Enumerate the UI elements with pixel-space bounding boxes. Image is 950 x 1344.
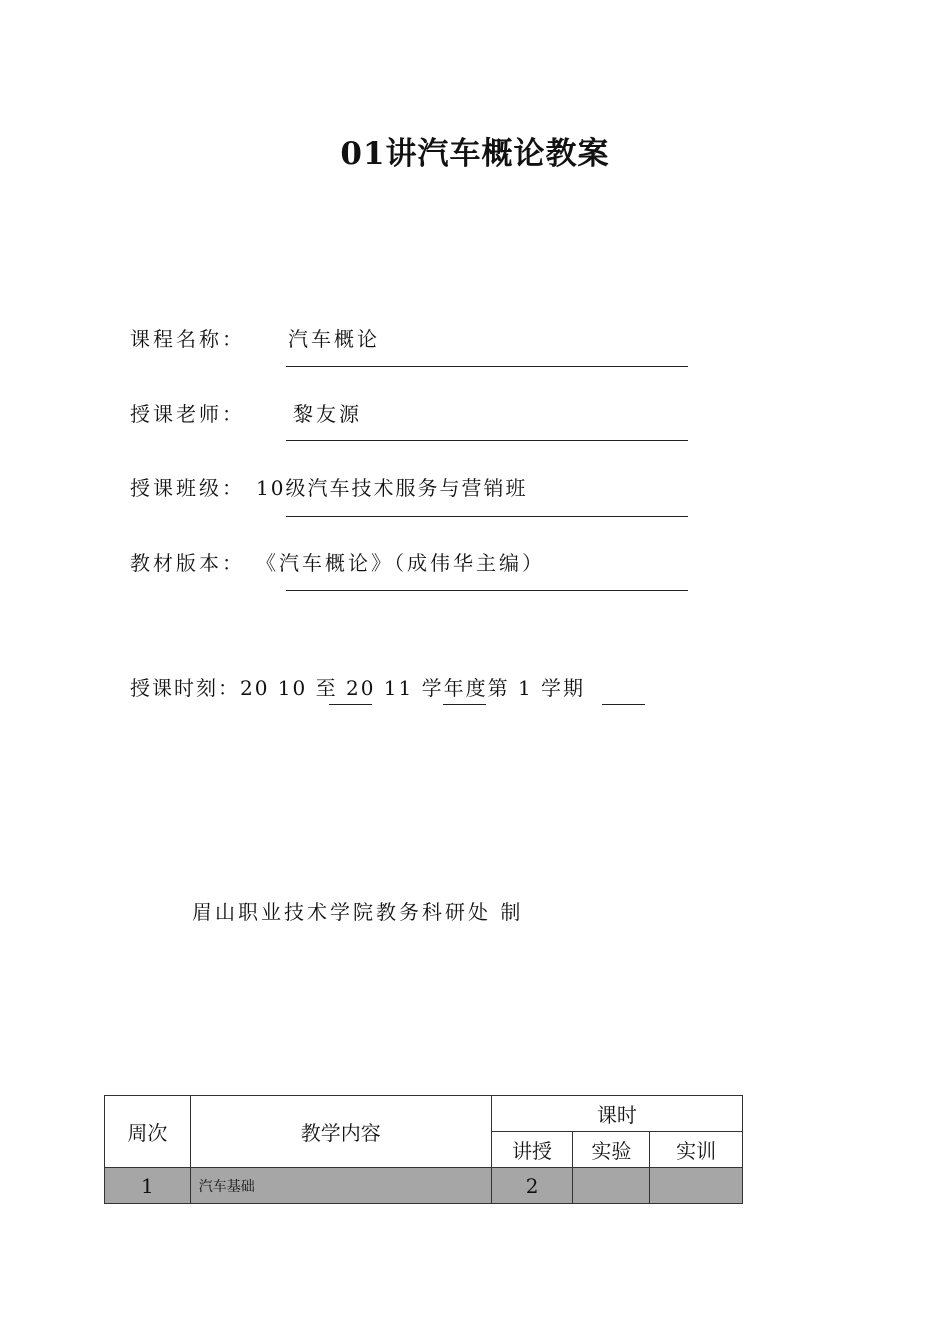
textbook-underline	[286, 590, 688, 591]
table-row	[105, 1168, 743, 1204]
term-end-year-underline	[443, 704, 486, 705]
term-semester-underline	[602, 704, 645, 705]
content-cell: 汽车基础	[190, 1168, 491, 1204]
week-cell: 1	[105, 1168, 191, 1204]
table-header-row	[105, 1096, 743, 1132]
hours-header: 课时	[491, 1096, 742, 1132]
week-header: 周次	[105, 1096, 191, 1168]
experiment-cell	[573, 1168, 650, 1204]
textbook-value: 《汽车概论》（成伟华主编）	[256, 551, 545, 575]
teacher-underline	[286, 440, 688, 441]
term-start-year-underline	[329, 704, 372, 705]
schedule-table	[104, 1095, 743, 1204]
textbook-label: 教材版本：	[130, 551, 245, 575]
course-name-underline	[286, 366, 688, 367]
document-title: 01讲汽车概论教案	[340, 136, 610, 172]
course-name-label: 课程名称：	[130, 327, 245, 351]
training-header: 实训	[650, 1132, 743, 1168]
issuer-text: 眉山职业技术学院教务科研处 制	[192, 900, 524, 924]
class-value: 10级汽车技术服务与营销班	[256, 476, 528, 500]
content-header: 教学内容	[190, 1096, 491, 1168]
experiment-header: 实验	[573, 1132, 650, 1168]
teacher-label: 授课老师：	[130, 402, 245, 426]
class-underline	[286, 516, 688, 517]
course-name-value: 汽车概论	[288, 327, 380, 351]
lecture-cell: 2	[491, 1168, 573, 1204]
lecture-header: 讲授	[491, 1132, 573, 1168]
term-text: 授课时刻：20 10 至 20 11 学年度第 1 学期	[130, 676, 586, 700]
teacher-value: 黎友源	[293, 402, 362, 426]
class-label: 授课班级：	[130, 476, 245, 500]
training-cell	[650, 1168, 743, 1204]
